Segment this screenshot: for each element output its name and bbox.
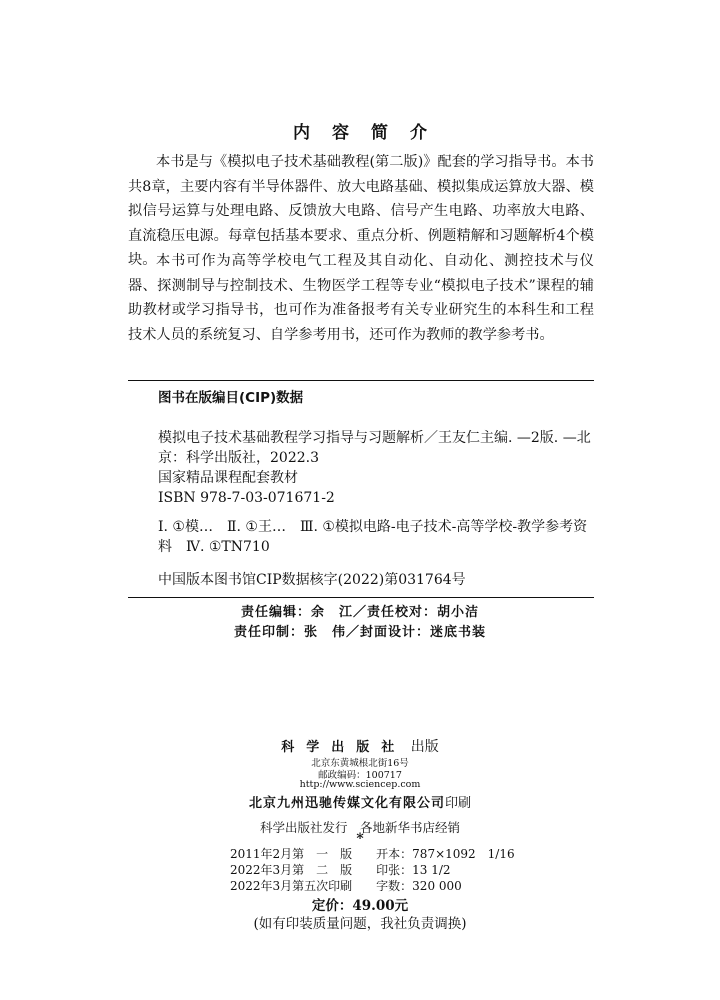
page-title: 内容简介 [293, 123, 449, 143]
publisher-postcode: 邮政编码：100717 [318, 770, 402, 781]
cip-record-line: 模拟电子技术基础教程学习指导与习题解析／王友仁主编. —2版. —北京：科学出版社，2022.3 [158, 430, 591, 466]
cip-series: 国家精品课程配套教材 [158, 470, 298, 486]
printer-action: 印刷 [445, 796, 472, 811]
cip-check [128, 570, 594, 590]
publisher-address: 北京东黄城根北街16号 [311, 758, 409, 769]
quality-notice: (如有印装质量问题，我社负责调换) [253, 916, 467, 932]
publisher-website: http://www.sciencep.com [299, 779, 421, 790]
edition-info [230, 846, 515, 894]
publisher-name: 科学出版社 [281, 740, 407, 755]
edition-row: 2022年3月第 二 版 印张：13 1/2 [230, 863, 451, 877]
intro-text: 本书可作为高等学校电气工程及其自动化、自动化、测控技术与仪器、探测制导与控制技术、生物医学工程等专业“模拟电子技术”课程的辅助教材或学习指导书，也可作为准备报考有关专业研究生的本科生和工程技术人员的系统复习、自学参考用书，还可作为教师的教学参考书。 [128, 253, 594, 343]
divider [128, 380, 594, 381]
edition-row: 2011年2月第 一 版 开本：787×1092 1/16 [230, 847, 515, 861]
staff-production: 责任印制：张 伟／封面设计：迷底书装 [233, 625, 486, 640]
cip-classification-text: Ⅰ. ①模… Ⅱ. ①王… Ⅲ. ①模拟电路-电子技术-高等学校-教学参考资料 Ⅳ. ①TN710 [158, 519, 588, 555]
cip-classification [128, 517, 594, 557]
staff-editors: 责任编辑：余 江／责任校对：胡小洁 [240, 605, 479, 620]
intro-paragraph-2 [128, 249, 594, 347]
intro-text: 本书是与《模拟电子技术基础教程(第二版)》配套的学习指导书。本书共8章，主要内容有半导体器件、放大电路基础、模拟集成运算放大器、模拟信号运算与处理电路、反馈放大电路、信号产生电路、功率放大电路、直流稳压电源。每章包括基本要求、重点分析、例题精解和习题解析4个模块。 [128, 154, 594, 269]
divider [128, 597, 594, 598]
cip-isbn: ISBN 978-7-03-071671-2 [158, 490, 335, 506]
cip-heading: 图书在版编目(CIP)数据 [158, 390, 304, 406]
cip-record [128, 428, 594, 508]
distribution-line: 科学出版社发行 各地新华书店经销 [259, 820, 460, 835]
publisher-action: 出版 [410, 739, 439, 755]
publisher-line [0, 736, 720, 756]
printer-line [0, 792, 720, 811]
separator-star: * [356, 831, 364, 847]
edition-row: 2022年3月第五次印刷 字数：320 000 [230, 879, 462, 893]
cip-check-number: 中国版本图书馆CIP数据核字(2022)第031764号 [158, 572, 466, 588]
printer-name: 北京九州迅驰传媒文化有限公司 [248, 796, 445, 811]
price: 定价：49.00元 [311, 898, 409, 914]
